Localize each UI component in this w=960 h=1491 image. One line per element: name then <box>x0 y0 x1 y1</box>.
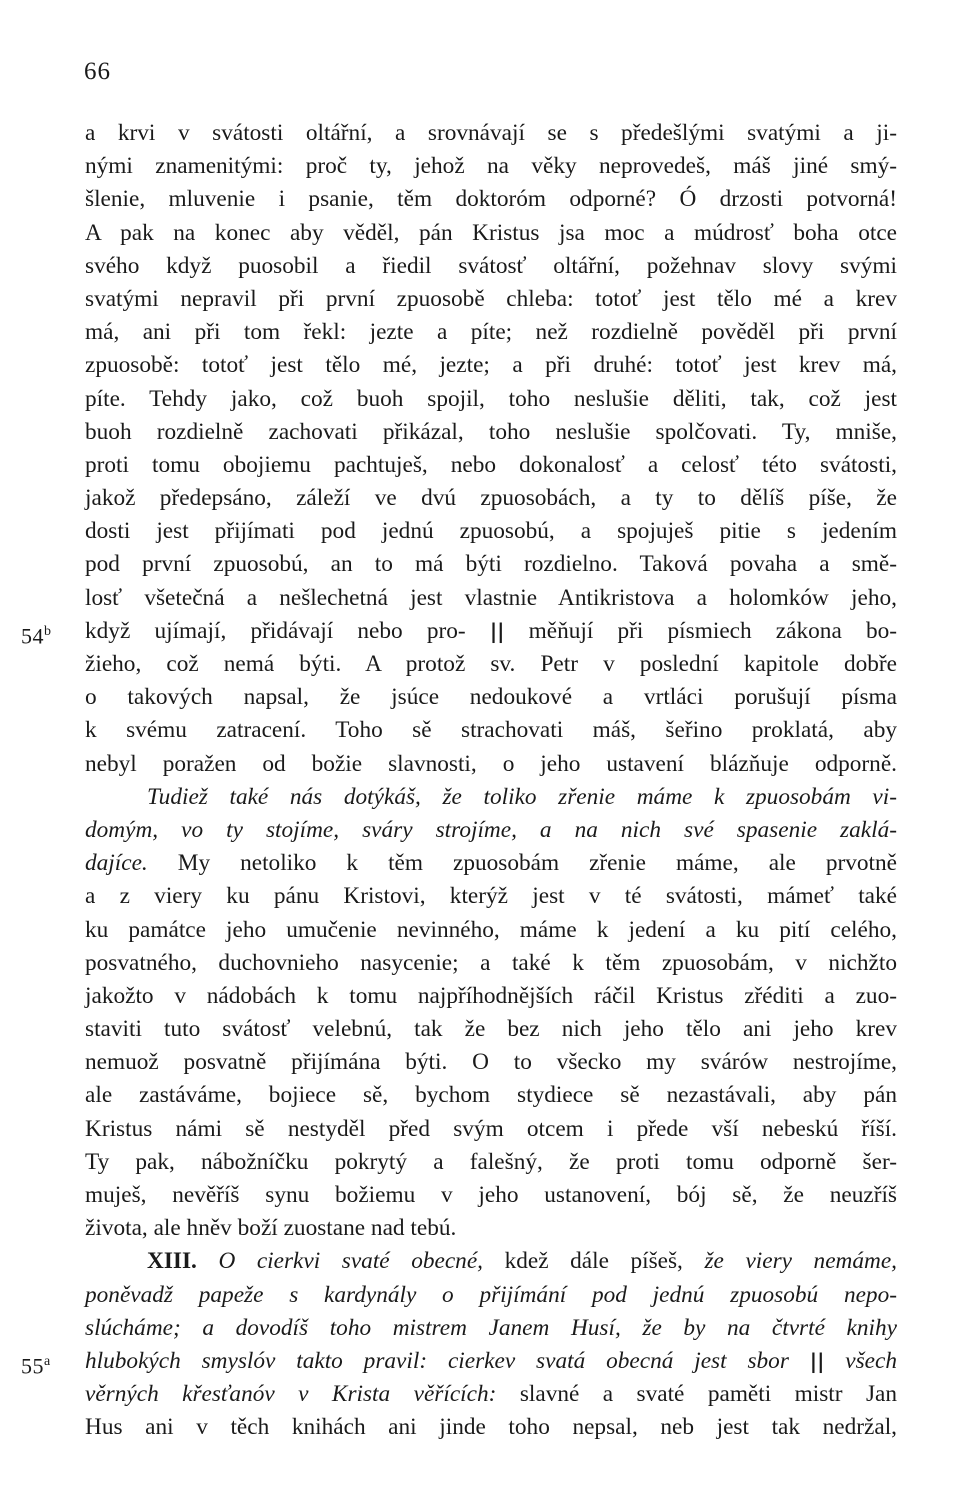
text-line-italic: domým, vo ty stojíme, sváry strojíme, a na nich své spasenie zaklá- <box>85 816 897 843</box>
text-line: pod první zpuosobú, an to má býti rozdielno. Taková povaha a smě- <box>85 551 897 578</box>
text-line: nebyl poražen od božie slavnosti, o jeho ustavení blázňuje odporně. <box>85 750 897 777</box>
text-segment: když ujímají, přidávají nebo pro- <box>85 617 466 644</box>
text-line: losť všetečná a nešlechetná jest vlastnie Antikristova a holomków jeho, <box>85 584 897 611</box>
margin-folio-note: 55$^a$ <box>21 1353 51 1379</box>
page-break-marker: || <box>809 1348 825 1373</box>
text-line: Kristus námi sě nestyděl před svým otcem i přede vší nebeskú říší. <box>85 1115 897 1142</box>
text-line <box>85 1378 897 1411</box>
margin-folio-note: 54$^b$ <box>21 623 52 649</box>
text-line: svatými nepravil při první zpuosobě chleba: totoť jest tělo mé a krev <box>85 285 897 312</box>
text-line: života, ale hněv boží zuostane nad tebú. <box>85 1215 457 1242</box>
page-break-marker: || <box>489 618 505 643</box>
text-line-italic: Tudiež také nás dotýkáš, že toliko zřenie máme k zpuosobám vi- <box>147 783 897 810</box>
text-line: muješ, nevěříš synu božiemu v jeho ustanovení, bój sě, že neuzříš <box>85 1182 897 1208</box>
text-line-italic <box>21 1345 897 1379</box>
text-line: proti tomu obojiemu pachtuješ, nebo dokonalosť a celosť této svátosti, <box>85 451 897 478</box>
section-title: O cierkvi svaté obecné, <box>218 1248 483 1275</box>
text-line: a z viery ku pánu Kristovi, kterýž jest v té svátosti, mámeť také <box>85 883 897 910</box>
text-segment: kdež dále píšeš, <box>504 1248 683 1275</box>
text-segment: My netoliko k těm zpuosobám zřenie máme, ale prvotně <box>177 850 898 877</box>
text-line: Hus ani v těch knihách ani jinde toho nepsal, neb jest tak nedržal, <box>85 1414 897 1441</box>
text-line <box>21 615 897 649</box>
text-line: má, ani při tom řekl: jezte a píte; než rozdielně pověděl při první <box>85 319 897 346</box>
text-line: píte. Tehdy jako, což buoh spojil, toho neslušie děliti, tak, což jest <box>85 385 897 412</box>
text-line: žieho, což nemá býti. A protož sv. Petr v poslední kapitole dobře <box>85 651 897 677</box>
section-heading-line <box>85 1245 897 1278</box>
text-segment-italic: hlubokých smyslóv takto pravil: cierkev svatá obecná jest sbor <box>85 1347 789 1374</box>
text-line: zpuosobě: totoť jest tělo mé, jezte; a při druhé: totoť jest krev má, <box>85 352 897 379</box>
text-line <box>85 847 897 880</box>
text-line: A pak na konec aby věděl, pán Kristus jsa moc a múdrosť boha otce <box>85 219 897 246</box>
page-body <box>21 117 898 1445</box>
text-line: o takových napsal, že jsúce nedoukové a vrtláci porušují písma <box>85 684 897 711</box>
text-segment-italic: věrných křesťanóv v Krista věřících: <box>85 1381 497 1408</box>
text-line: buoh rozdielně zachovati přikázal, toho neslušie spolčovati. Ty, mniše, <box>85 418 897 445</box>
text-line: svého když puosobil a řiedil svátosť oltářní, požehnav slovy svými <box>85 252 897 279</box>
text-line: k svému zatracení. Toho sě strachovati máš, šeřino proklatá, aby <box>85 717 897 744</box>
text-line: posvatného, duchovnieho nasycenie; a také k těm zpuosobám, v nichžto <box>85 949 897 976</box>
text-line: nemuož posvatně přijímána býti. O to všecko my svárów nestrojíme, <box>85 1049 897 1076</box>
text-segment: měňují při písmiech zákona bo- <box>528 617 897 644</box>
text-line: nými znamenitými: proč ty, jehož na věky neprovedeš, máš jiné smý- <box>85 153 897 180</box>
page-number: 66 <box>84 58 111 85</box>
text-line: jakož předepsáno, záleží ve dvú zpuosobách, a ty to dělíš píše, že <box>85 485 897 512</box>
text-line: staviti tuto svátosť velebnú, tak že bez nich jeho tělo ani jeho krev <box>85 1016 897 1043</box>
text-line: dosti jest přijímati pod jednú zpuosobú, a spojuješ pitie s jedením <box>85 518 897 545</box>
text-line-italic: poněvadž papeže s kardynály o přijímání pod jednú zpuosobú nepo- <box>85 1281 897 1308</box>
text-line: ku památce jeho umučenie nevinného, máme k jedení a ku pití celého, <box>85 916 897 943</box>
text-line: jakožto v nádobách k tomu najpříhodnějších ráčil Kristus zřéditi a zuo- <box>85 982 897 1009</box>
text-line: a krvi v svátosti oltářní, a srovnávají se s předešlými svatými a ji- <box>85 120 897 146</box>
section-number: XIII. <box>147 1248 197 1275</box>
text-segment-italic: všech <box>845 1347 897 1374</box>
text-line: šlenie, mluvenie i psanie, těm doktoróm odporné? Ó drzosti potvorná! <box>85 186 897 213</box>
text-segment: slavné a svaté paměti mistr Jan <box>519 1381 898 1408</box>
text-line: Ty pak, nábožníčku pokrytý a falešný, že proti tomu odporně šer- <box>85 1148 897 1175</box>
text-segment-italic: že viery nemáme, <box>704 1248 898 1275</box>
text-line: ale zastáváme, bojiece sě, bychom stydiece sě nezastávali, aby pán <box>85 1082 897 1109</box>
text-line-italic: slúcháme; a dovodíš toho mistrem Janem Husí, že by na čtvrté knihy <box>85 1314 897 1341</box>
text-segment-italic: dajíce. <box>85 850 148 877</box>
